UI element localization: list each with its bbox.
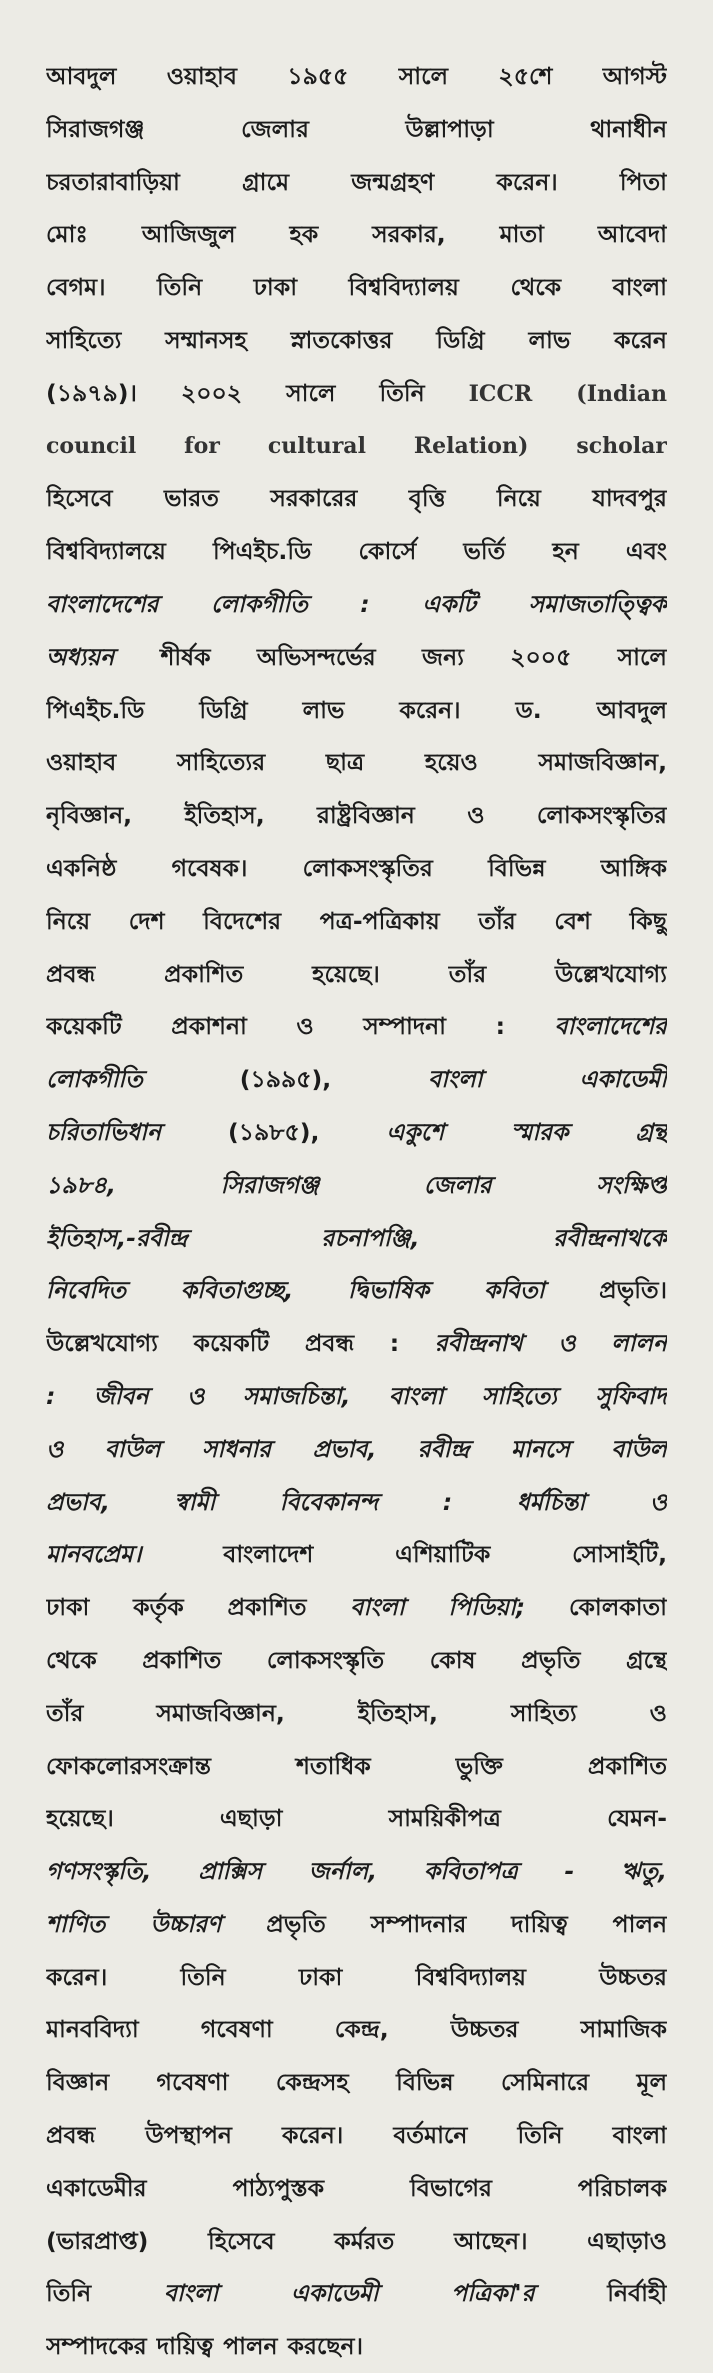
text-line — [46, 631, 667, 684]
word: শাণিত — [46, 1909, 106, 1938]
word: কর্তৃক — [133, 1593, 184, 1622]
word: বাংলাদেশের — [46, 589, 159, 618]
word: কোষ — [429, 1645, 476, 1674]
word: নিবেদিত — [46, 1276, 126, 1305]
word: (১৯৭৯)। — [46, 378, 137, 407]
word: ১৯৫৫ — [287, 62, 349, 90]
word: লোকসংস্কৃতির — [302, 853, 433, 882]
word: বর্তমানে — [393, 2121, 468, 2150]
word: পিএইচ.ডি — [46, 695, 145, 724]
word: : — [389, 1329, 400, 1358]
word: একনিষ্ঠ — [46, 853, 117, 882]
word: গবেষক। — [171, 853, 248, 882]
word: সাহিত্যে — [481, 1381, 557, 1410]
word: তাঁর — [478, 906, 516, 935]
text-line — [46, 1528, 667, 1581]
word: আবেদা — [597, 220, 667, 249]
word: প্রভৃতি — [266, 1909, 326, 1938]
word: নিয়ে — [46, 906, 91, 935]
word: করেন। — [46, 1962, 108, 1991]
word: নিয়ে — [496, 484, 541, 513]
word: সমাজতাত্ত্বিক — [528, 589, 667, 618]
word: গ্রামে — [242, 167, 289, 196]
word: পত্র-পত্রিকায় — [319, 906, 440, 935]
word: ভারত — [164, 484, 219, 513]
word: প্রবন্ধ — [304, 1329, 355, 1358]
text-line — [46, 156, 667, 209]
word: তিনি — [517, 2121, 563, 2150]
text-line — [46, 1687, 667, 1740]
word: লাভ — [528, 325, 571, 354]
word: রবীন্দ্রনাথকে — [553, 1223, 667, 1252]
word: করেন। — [496, 167, 558, 196]
text-line — [46, 684, 667, 737]
word: ডিগ্রি — [436, 325, 485, 354]
word: ফোকলোরসংক্রান্ত — [46, 1751, 211, 1780]
word: ভর্তি — [463, 537, 506, 566]
word: থেকে — [46, 1645, 97, 1674]
word: তিনি — [379, 378, 425, 407]
text-line — [46, 50, 667, 103]
word: আজিজুল — [141, 220, 236, 249]
word: লোকগীতি — [46, 1065, 143, 1094]
word: স্বামী — [174, 1487, 216, 1516]
text-line — [46, 367, 667, 420]
word: সাহিত্যে — [46, 325, 122, 354]
word: বিভাগের — [410, 2173, 492, 2202]
word: আঙ্গিক — [600, 853, 667, 882]
word: Relation) — [413, 432, 529, 459]
word: for — [184, 432, 220, 459]
word: গবেষণা — [200, 2015, 273, 2044]
word: স্নাতকোত্তর — [290, 325, 393, 354]
word: প্রকাশনা — [171, 1012, 247, 1041]
word: সম্পাদনার — [370, 1909, 467, 1938]
word: বাংলাদেশ — [223, 1540, 314, 1569]
word: কবিতাপত্র — [423, 1857, 518, 1886]
text-line — [46, 1159, 667, 1212]
word: করেন। — [399, 695, 461, 724]
word: ঢাকা — [46, 1593, 90, 1622]
text-line — [46, 1845, 667, 1898]
word: উচ্চতর — [450, 2015, 519, 2044]
word: শতাধিক — [296, 1751, 371, 1780]
word: (১৯৮৫), — [228, 1117, 320, 1146]
word: পিডিয়া; — [448, 1593, 526, 1622]
text-line — [46, 842, 667, 895]
word: ইতিহাস, — [184, 801, 265, 830]
word: কোর্সে — [358, 537, 417, 566]
word: এবং — [625, 537, 667, 566]
word: বাংলা — [350, 1593, 405, 1622]
word: জর্নাল, — [308, 1857, 378, 1886]
word: একটি — [422, 589, 477, 618]
word: মূল — [636, 2068, 667, 2097]
word: ২০০৫ — [510, 642, 572, 671]
word: দেশ — [128, 906, 165, 935]
word: সমাজবিজ্ঞান, — [538, 748, 667, 777]
word: পত্রিকা'র — [451, 2279, 535, 2308]
word: অধ্যয়ন — [46, 642, 115, 671]
word: বিশ্ববিদ্যালয় — [348, 273, 459, 302]
word: মাতা — [499, 220, 544, 249]
text-line — [46, 2003, 667, 2056]
word: আবদুল — [46, 62, 117, 90]
word: পিএইচ.ডি — [212, 537, 312, 566]
word: উচ্চারণ — [150, 1909, 222, 1938]
word: বিশ্ববিদ্যালয় — [415, 1962, 526, 1991]
word: পালন — [612, 1909, 667, 1938]
word: কিছু — [629, 906, 667, 935]
word: সিরাজগঞ্জ — [220, 1170, 320, 1199]
text-line — [46, 1000, 667, 1053]
word: কোলকাতা — [568, 1593, 667, 1622]
word: সামাজিক — [580, 2015, 667, 2044]
word: তিনি — [46, 2279, 92, 2308]
text-line — [46, 261, 667, 314]
word: (ভারপ্রাপ্ত) — [46, 2226, 149, 2255]
word: ও — [649, 1487, 667, 1516]
word: প্রবন্ধ — [46, 2121, 96, 2150]
word: (১৯৯৫), — [239, 1065, 332, 1094]
word: পাঠ্যপুস্তক — [232, 2173, 325, 2202]
word: লোকগীতি — [210, 589, 308, 618]
text-line — [46, 1740, 667, 1793]
word: বিশ্ববিদ্যালয়ে — [46, 537, 166, 566]
word: সমাজবিজ্ঞান, — [156, 1698, 285, 1727]
biography-paragraph — [46, 50, 667, 2373]
word: বাউল — [104, 1434, 161, 1463]
word: সোসাইটি, — [572, 1540, 667, 1569]
word: ১৯৮৪, — [46, 1170, 116, 1199]
word: রচনাপঞ্জি, — [321, 1223, 420, 1252]
word: হন — [552, 537, 579, 566]
text-line — [46, 1053, 667, 1106]
word: উপস্থাপন — [145, 2121, 232, 2150]
word: আগস্ট — [602, 62, 667, 90]
word: ইতিহাস,-রবীন্দ্র — [46, 1223, 188, 1252]
word: কেন্দ্র, — [334, 2015, 389, 2044]
text-line — [46, 1476, 667, 1529]
text-line — [46, 1317, 667, 1370]
word: রাষ্ট্রবিজ্ঞান — [316, 801, 415, 830]
word: একাডেমী — [290, 2279, 379, 2308]
word: কয়েকটি — [193, 1329, 270, 1358]
word: আবদুল — [596, 695, 667, 724]
word: প্রাক্সিস — [198, 1857, 263, 1886]
word: cultural — [267, 432, 366, 459]
word: কেন্দ্রসহ — [275, 2068, 349, 2097]
text-line — [46, 2162, 667, 2215]
word: মানববিদ্যা — [46, 2015, 139, 2044]
word: : — [360, 589, 370, 618]
word: দ্বিভাষিক — [348, 1276, 430, 1305]
word: সাহিত্যের — [176, 748, 266, 777]
word: চরতারাবাড়িয়া — [46, 167, 180, 196]
word: ঢাকা — [298, 1962, 343, 1991]
word: শীর্ষক — [160, 642, 211, 671]
word: জেলার — [423, 1170, 492, 1199]
text-line — [46, 1370, 667, 1423]
word: বেশ — [554, 906, 591, 935]
word: প্রবন্ধ — [46, 959, 96, 988]
word: সালে — [617, 642, 667, 671]
word: বিজ্ঞান — [46, 2068, 110, 2097]
text-line — [46, 1423, 667, 1476]
word: ধর্মচিন্তা — [516, 1487, 586, 1516]
word: লোকসংস্কৃতির — [536, 801, 667, 830]
text-line — [46, 103, 667, 156]
word: সালে — [398, 62, 449, 90]
word: গ্রন্থ — [635, 1117, 667, 1146]
word: ২৫শে — [498, 62, 553, 90]
word: বাংলাদেশের — [554, 1012, 667, 1041]
word: তিনি — [180, 1962, 226, 1991]
word: প্রভৃতি। — [599, 1276, 667, 1305]
word: হিসেবে — [46, 484, 113, 513]
word: করেন — [614, 325, 667, 354]
text-line — [46, 472, 667, 525]
text-line — [46, 1792, 667, 1845]
word: নৃবিজ্ঞান, — [46, 801, 133, 830]
word: স্মারক — [511, 1117, 569, 1146]
word: সালে — [286, 378, 336, 407]
word: প্রভাব, — [312, 1434, 377, 1463]
word: আছেন। — [453, 2226, 528, 2255]
word: লোকসংস্কৃতি — [266, 1645, 385, 1674]
word: জীবন — [93, 1381, 149, 1410]
word: থানাধীন — [590, 114, 667, 143]
word: ডিগ্রি — [199, 695, 248, 724]
word: এছাড়াও — [587, 2226, 667, 2255]
word: অভিসন্দর্ভের — [256, 642, 376, 671]
word: বেগম। — [46, 273, 106, 302]
word: ভুক্তি — [455, 1751, 503, 1780]
word: বিভিন্ন — [396, 2068, 454, 2097]
word: : — [495, 1012, 505, 1041]
word: ও — [467, 801, 485, 830]
word: ইতিহাস, — [357, 1698, 438, 1727]
word: বিদেশের — [203, 906, 282, 935]
word: ও — [649, 1698, 667, 1727]
word: সুফিবাদ — [595, 1381, 667, 1410]
word: একাডেমীর — [46, 2173, 147, 2202]
word: লালন — [611, 1329, 667, 1358]
text-line — [46, 2267, 667, 2320]
text-line — [46, 525, 667, 578]
word: কবিতা — [483, 1276, 545, 1305]
text-line — [46, 1634, 667, 1687]
word: গণসংস্কৃতি, — [46, 1857, 152, 1886]
word: কবিতাগুচ্ছ, — [180, 1276, 294, 1305]
word: ও — [558, 1329, 576, 1358]
word: জেলার — [241, 114, 309, 143]
word: প্রকাশিত — [227, 1593, 307, 1622]
word: কয়েকটি — [46, 1012, 122, 1041]
text-line — [46, 2109, 667, 2162]
text-line — [46, 736, 667, 789]
word: মানসে — [510, 1434, 570, 1463]
word: বাংলা — [428, 1065, 483, 1094]
word: scholar — [576, 432, 667, 459]
word: একুশে — [386, 1117, 445, 1146]
word: ও — [46, 1434, 64, 1463]
word: তাঁর — [448, 959, 487, 988]
word: নির্বাহী — [607, 2279, 667, 2308]
word: তিনি — [157, 273, 203, 302]
word: পিতা — [619, 167, 667, 196]
word: করছেন। — [287, 2332, 363, 2361]
word: মানবপ্রেম। — [46, 1540, 142, 1569]
word: যেমন- — [607, 1804, 667, 1833]
text-line — [46, 314, 667, 367]
word: সংক্ষিপ্ত — [596, 1170, 667, 1199]
text-line — [46, 1264, 667, 1317]
word: : — [442, 1487, 453, 1516]
word: যাদবপুর — [592, 484, 667, 513]
text-line — [46, 948, 667, 1001]
word: সমাজচিন্তা, — [242, 1381, 351, 1410]
word: ওয়াহাব — [46, 748, 117, 777]
word: সেমিনারে — [500, 2068, 590, 2097]
word: বিভিন্ন — [488, 853, 546, 882]
word: সিরাজগঞ্জ — [46, 114, 145, 143]
word: সম্মানসহ — [165, 325, 247, 354]
word: থেকে — [510, 273, 562, 302]
word: সাময়িকীপত্র — [388, 1804, 501, 1833]
word: বাংলা — [163, 2279, 219, 2308]
word: council — [46, 432, 137, 459]
word: প্রকাশিত — [142, 1645, 222, 1674]
text-line — [46, 2320, 667, 2373]
text-line — [46, 578, 667, 631]
word: রবীন্দ্র — [417, 1434, 470, 1463]
word: হয়েছে। — [46, 1804, 114, 1833]
word: রবীন্দ্রনাথ — [434, 1329, 523, 1358]
word: ICCR — [468, 380, 533, 407]
word: বাংলা — [612, 273, 667, 302]
text-line — [46, 1951, 667, 2004]
word: গবেষণা — [156, 2068, 229, 2097]
word: ও — [296, 1012, 314, 1041]
text-line — [46, 420, 667, 473]
word: - — [564, 1857, 575, 1886]
text-line — [46, 789, 667, 842]
word: পালন — [223, 2332, 278, 2361]
word: লাভ — [302, 695, 345, 724]
word: : — [46, 1381, 56, 1410]
word: বাংলা — [388, 1381, 444, 1410]
word: সম্পাদকের — [46, 2332, 147, 2361]
word: উল্লেখযোগ্য — [555, 959, 667, 988]
word: মোঃ — [46, 220, 88, 249]
word: এছাড়া — [219, 1804, 283, 1833]
text-line — [46, 208, 667, 261]
word: বাউল — [611, 1434, 667, 1463]
word: সাহিত্য — [510, 1698, 577, 1727]
word: প্রভাব, — [46, 1487, 110, 1516]
word: বৃত্তি — [408, 484, 446, 513]
word: হয়েছে। — [312, 959, 380, 988]
word: হক — [289, 220, 319, 249]
word: ওয়াহাব — [166, 62, 237, 90]
word: কর্মরত — [334, 2226, 395, 2255]
word: প্রভৃতি — [521, 1645, 581, 1674]
word: জন্মগ্রহণ — [351, 167, 435, 196]
word: উল্লেখযোগ্য — [46, 1329, 158, 1358]
word: একাডেমী — [579, 1065, 667, 1094]
word: প্রকাশিত — [164, 959, 244, 988]
text-line — [46, 2056, 667, 2109]
text-line — [46, 1898, 667, 1951]
word: দায়িত্ব — [511, 1909, 568, 1938]
text-line — [46, 1106, 667, 1159]
word: সরকারের — [270, 484, 358, 513]
word: দায়িত্ব — [156, 2332, 214, 2361]
text-line — [46, 895, 667, 948]
word: ঋতু, — [620, 1857, 667, 1886]
word: সরকার, — [372, 220, 446, 249]
word: ২০০২ — [180, 378, 243, 407]
word: হয়েও — [424, 748, 478, 777]
word: করেন। — [282, 2121, 344, 2150]
word: সাধনার — [201, 1434, 272, 1463]
word: জন্য — [422, 642, 464, 671]
word: গ্রন্থে — [626, 1645, 667, 1674]
text-line — [46, 1212, 667, 1265]
word: উচ্চতর — [599, 1962, 667, 1991]
word: বিবেকানন্দ — [279, 1487, 379, 1516]
word: এশিয়াটিক — [395, 1540, 491, 1569]
text-line — [46, 1581, 667, 1634]
word: বাংলা — [612, 2121, 667, 2150]
word: ঢাকা — [253, 273, 298, 302]
word: ও — [187, 1381, 205, 1410]
word: হিসেবে — [208, 2226, 275, 2255]
word: ছাত্র — [325, 748, 365, 777]
word: তাঁর — [46, 1698, 84, 1727]
word: উল্লাপাড়া — [405, 114, 494, 143]
word: প্রকাশিত — [587, 1751, 667, 1780]
word: (Indian — [576, 380, 667, 407]
word: সম্পাদনা — [363, 1012, 446, 1041]
word: ড. — [515, 695, 542, 724]
word: চরিতাভিধান — [46, 1117, 162, 1146]
word: পরিচালক — [577, 2173, 667, 2202]
